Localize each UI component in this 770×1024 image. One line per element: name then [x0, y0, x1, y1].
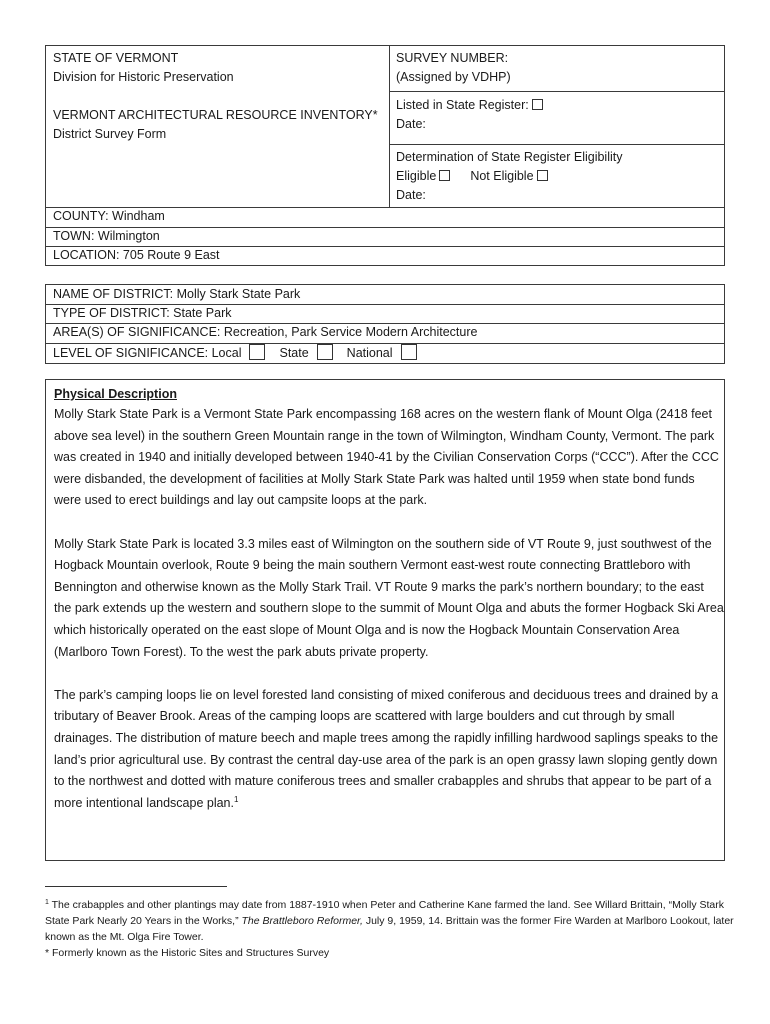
level-national-label: National — [346, 346, 393, 360]
eligible-checkbox[interactable] — [439, 170, 450, 181]
description-paragraph — [54, 685, 724, 815]
survey-number-block — [389, 49, 725, 87]
location-field: LOCATION: 705 Route 9 East — [53, 248, 220, 262]
county-field: COUNTY: Windham — [53, 209, 165, 223]
footnotes — [45, 895, 735, 961]
national-checkbox[interactable] — [401, 344, 417, 360]
header-divider — [389, 91, 724, 92]
district-type-field: TYPE OF DISTRICT: State Park — [53, 306, 232, 320]
state-name: STATE OF VERMONT — [53, 51, 179, 65]
footnote-reference[interactable]: 1 — [233, 794, 239, 804]
description-paragraph: Molly Stark State Park is located 3.3 miles east of Wilmington on the southern side of VT Route 9, just southwest of the Hogback Mountain overlook, Route 9 being the main southern Vermont east-west route connecting Brattleboro with Bennington and otherwise known as the Molly Stark Trail. VT Route 9 marks the park’s northern boundary; to the east the park extends up the western and southern slope to the summit of Mount Olga and abuts the former Hogback Ski Area which historically operated on the east slope of Mount Olga and is now the Hogback Mountain Conservation Area (Marlboro Town Forest). To the west the park abuts private property. — [54, 536, 724, 659]
header-table — [45, 45, 725, 266]
eligibility-date-label: Date: — [396, 188, 426, 202]
town-field: TOWN: Wilmington — [53, 229, 160, 243]
listed-label: Listed in State Register: — [396, 98, 529, 112]
not-eligible-label: Not Eligible — [470, 169, 534, 183]
footnote-1: $^1$ The crabapples and other plantings may date from 1887-1910 when Peter and Catherine Kane farmed the land. See Willard Brittain, “Molly Stark State Park Nearly 20 Years in the Works,” The Brattleboro Reformer, July 9, 1959, 14. Brittain was the former Fire Warden at Marlboro Lookout, later known as the Mt. Olga Fire Tower. — [45, 899, 734, 943]
listed-checkbox[interactable] — [532, 99, 543, 110]
form-type: District Survey Form — [53, 127, 167, 141]
not-eligible-checkbox[interactable] — [537, 170, 548, 181]
footnote-asterisk: * Formerly known as the Historic Sites and Structures Survey — [45, 947, 330, 959]
district-name-field: NAME OF DISTRICT: Molly Stark State Park — [53, 287, 301, 301]
areas-of-significance-field: AREA(S) OF SIGNIFICANCE: Recreation, Park Service Modern Architecture — [53, 325, 478, 339]
local-checkbox[interactable] — [249, 344, 265, 360]
inventory-name: VERMONT ARCHITECTURAL RESOURCE INVENTORY* — [53, 108, 378, 122]
survey-number-label: SURVEY NUMBER: — [396, 51, 509, 65]
survey-number-note: (Assigned by VDHP) — [396, 70, 511, 84]
listed-date-label: Date: — [396, 117, 426, 131]
state-register-block — [389, 96, 725, 134]
section-title: Physical Description — [54, 387, 177, 401]
physical-description-section — [45, 379, 725, 861]
determination-label: Determination of State Register Eligibility — [396, 150, 623, 164]
paragraph-text: The park’s camping loops lie on level forested land consisting of mixed coniferous and deciduous trees and drained by a tributary of Beaver Brook. Areas of the camping loops are scattered with large boulders and cut through by small drainages. The distribution of mature beech and maple trees among the rapidly infilling hardwood saplings speaks to the land’s prior agricultural use. By contrast the central day-use area of the park is an open grassy lawn sloping gently down to the northwest and dotted with mature coniferous trees and smaller crabapples and shrubs that appear to be part of a more intentional landscape plan. — [54, 687, 719, 810]
footnote-number: 1 — [45, 899, 49, 906]
level-local-label: LEVEL OF SIGNIFICANCE: Local — [53, 346, 242, 360]
footnote-rule — [45, 886, 227, 887]
state-checkbox[interactable] — [317, 344, 333, 360]
level-state-label: State — [279, 346, 309, 360]
agency-block — [46, 49, 389, 144]
eligibility-block — [389, 148, 725, 205]
level-of-significance-field — [46, 344, 724, 363]
division-name: Division for Historic Preservation — [53, 70, 234, 84]
district-table — [45, 284, 725, 364]
publication-title: The Brattleboro Reformer, — [241, 915, 363, 927]
header-divider — [389, 144, 724, 145]
eligible-label: Eligible — [396, 169, 437, 183]
description-paragraph: Molly Stark State Park is a Vermont State Park encompassing 168 acres on the western flank of Mount Olga (2418 feet above sea level) in the southern Green Mountain range in the town of Wilmington, Windham County, Vermont. The park was created in 1940 and initially developed between 1940-41 by the Civilian Conservation Corps (“CCC”). After the CCC were disbanded, the development of facilities at Molly Stark State Park was halted until 1959 when state bond funds were used to erect buildings and lay out campsite loops at the park. — [54, 407, 719, 508]
